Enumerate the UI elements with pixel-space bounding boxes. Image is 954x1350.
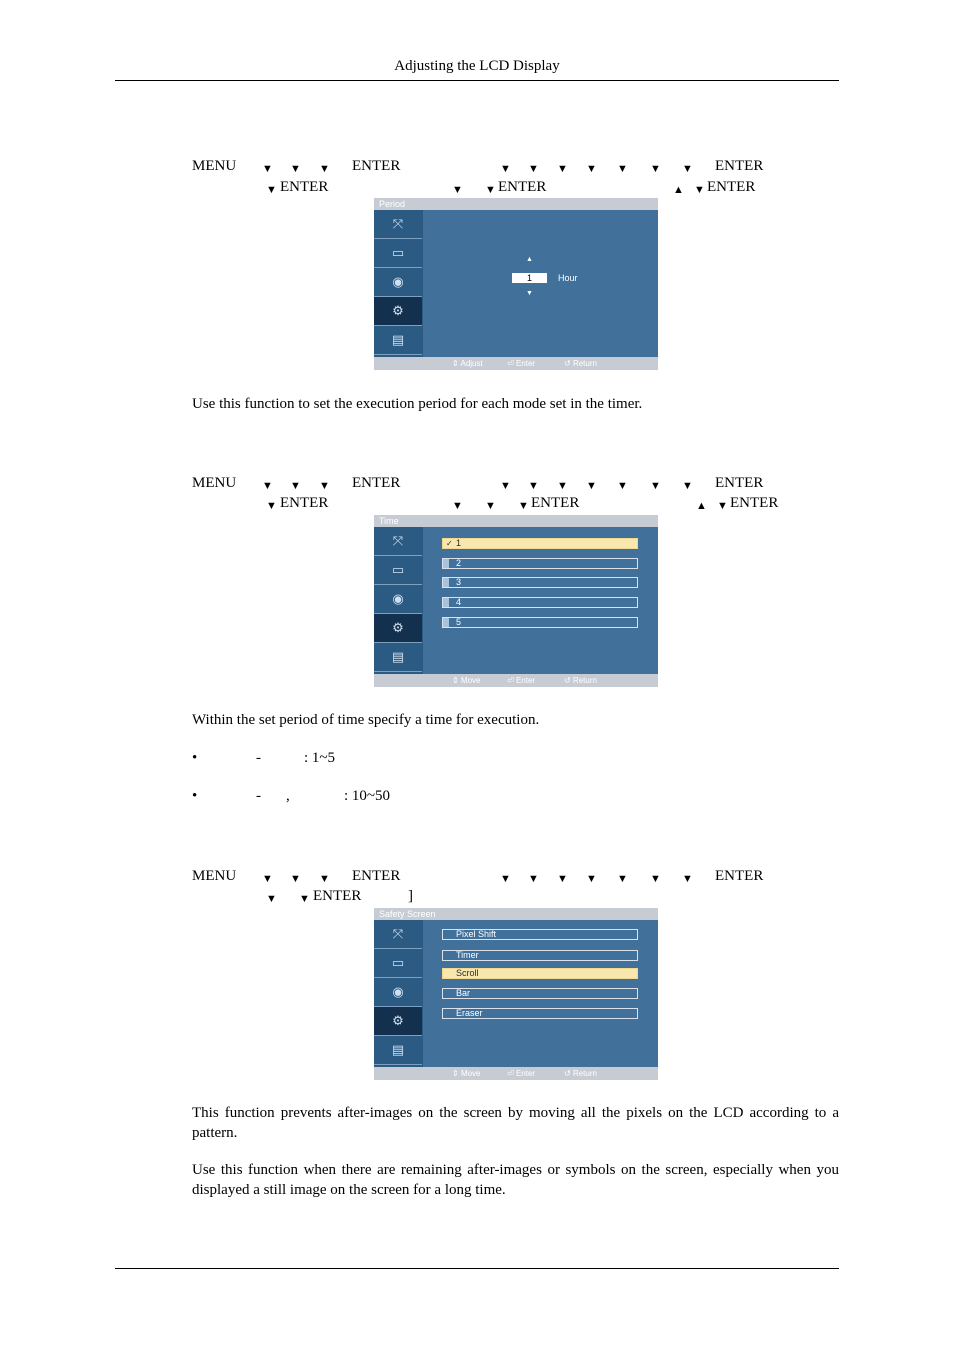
down-arrow-icon: ▼: [290, 873, 301, 885]
osd-sidebar: [374, 527, 423, 674]
safety-option-scroll: Scroll: [442, 968, 638, 979]
move-hint: ⇕ Move: [452, 1069, 481, 1078]
down-arrow-icon: ▼: [617, 873, 628, 885]
osd-sidebar: [374, 920, 423, 1067]
osd-title: Safety Screen: [379, 909, 436, 919]
period-value: 1: [512, 273, 547, 283]
time-option: ✓ 1: [442, 538, 638, 549]
down-arrow-icon: ▼: [485, 184, 496, 196]
down-arrow-icon: ▼: [586, 163, 597, 175]
adjust-hint: ⇕ Adjust: [452, 359, 483, 368]
down-arrow-icon: ▼: [485, 500, 496, 512]
up-arrow-icon: ▲: [696, 500, 707, 512]
osd-title-bar: [374, 908, 658, 920]
down-arrow-icon: ▼: [262, 163, 273, 175]
down-arrow-icon: ▼: [262, 873, 273, 885]
osd-title-bar: [374, 515, 658, 527]
sound-icon: ◉: [374, 268, 422, 297]
enter-key: ENTER: [352, 158, 401, 174]
osd-title: Period: [379, 199, 406, 209]
up-arrow-icon: ▲: [673, 184, 684, 196]
input-icon: ⤧: [374, 210, 422, 239]
down-arrow-icon: ▼: [452, 500, 463, 512]
input-icon: ⤧: [374, 920, 422, 949]
picture-icon: ▭: [374, 556, 422, 585]
down-arrow-icon: ▼: [528, 873, 539, 885]
down-arrow-icon: ▼: [319, 873, 330, 885]
down-arrow-icon: ▼: [682, 480, 693, 492]
setup-gear-icon: ⚙: [374, 1007, 422, 1036]
down-arrow-icon: ▼: [682, 873, 693, 885]
bullet-range: : 1~5: [304, 750, 336, 766]
down-arrow-icon: ▼: [650, 873, 661, 885]
enter-key: ENTER: [352, 475, 401, 491]
down-arrow-icon: ▼: [650, 163, 661, 175]
down-arrow-icon: ▼: [518, 500, 529, 512]
menu-key: MENU: [192, 868, 237, 884]
down-arrow-icon: ▼: [290, 480, 301, 492]
input-icon: ⤧: [374, 527, 422, 556]
enter-key: ENTER: [715, 868, 764, 884]
safety-option-bar: Bar: [442, 988, 638, 999]
safety-option-eraser: Eraser: [442, 1008, 638, 1019]
picture-icon: ▭: [374, 949, 422, 978]
down-arrow-icon: ▼: [452, 184, 463, 196]
down-arrow-icon: ▼: [617, 480, 628, 492]
time-option: 5: [442, 617, 638, 628]
down-arrow-icon: ▼: [557, 480, 568, 492]
bullet-comma: ,: [286, 788, 290, 804]
enter-key: ENTER: [280, 495, 329, 511]
sound-icon: ◉: [374, 978, 422, 1007]
bullet-dash: -: [256, 750, 261, 766]
enter-hint: ⏎ Enter: [507, 359, 536, 368]
down-arrow-icon: ▼: [299, 893, 310, 905]
enter-key: ENTER: [531, 495, 580, 511]
check-icon: ✓: [446, 539, 453, 548]
page-header-title: Adjusting the LCD Display: [394, 58, 560, 74]
osd-screen-safety: [374, 908, 658, 1080]
bullet-range: : 10~50: [344, 788, 391, 804]
down-arrow-icon: ▼: [319, 480, 330, 492]
multi-control-icon: ▤: [374, 1036, 422, 1065]
closing-bracket: ]: [408, 888, 413, 904]
enter-key: ENTER: [707, 179, 756, 195]
osd-screen-time: [374, 515, 658, 687]
return-hint: ↺ Return: [564, 359, 597, 368]
scroll-description-1: This function prevents after-images on the screen by moving all the pixels on the LCD according to a pattern.: [192, 1105, 839, 1141]
osd-title: Time: [379, 516, 399, 526]
multi-control-icon: ▤: [374, 643, 422, 672]
multi-control-icon: ▤: [374, 326, 422, 355]
down-arrow-icon: ▼: [557, 163, 568, 175]
down-arrow-icon: ▼: [617, 163, 628, 175]
down-arrow-icon: ▼: [290, 163, 301, 175]
bullet: •: [192, 750, 198, 766]
down-arrow-icon: ▼: [266, 184, 277, 196]
down-arrow-icon: ▼: [528, 163, 539, 175]
time-description: Within the set period of time specify a time for execution.: [192, 712, 540, 728]
down-arrow-icon: ▼: [528, 480, 539, 492]
osd-sidebar: [374, 210, 423, 357]
header-rule: [115, 80, 839, 81]
enter-hint: ⏎ Enter: [507, 676, 536, 685]
down-arrow-icon: ▼: [319, 163, 330, 175]
enter-key: ENTER: [280, 179, 329, 195]
setup-gear-icon: ⚙: [374, 297, 422, 326]
safety-option-timer: Timer: [442, 950, 638, 961]
enter-hint: ⏎ Enter: [507, 1069, 536, 1078]
down-arrow-icon: ▼: [266, 893, 277, 905]
osd-title-bar: [374, 198, 658, 210]
down-arrow-icon: ▼: [682, 163, 693, 175]
down-arrow-icon: ▼: [500, 163, 511, 175]
down-arrow-icon: ▼: [262, 480, 273, 492]
enter-key: ENTER: [352, 868, 401, 884]
down-arrow-icon: ▼: [650, 480, 661, 492]
period-description: Use this function to set the execution period for each mode set in the timer.: [192, 396, 643, 412]
down-arrow-icon: ▼: [694, 184, 705, 196]
down-arrow-icon: ▼: [557, 873, 568, 885]
time-option: 3: [442, 577, 638, 588]
time-option: 2: [442, 558, 638, 569]
enter-key: ENTER: [498, 179, 547, 195]
osd-footer: [374, 674, 658, 687]
move-hint: ⇕ Move: [452, 676, 481, 685]
enter-key: ENTER: [715, 158, 764, 174]
return-hint: ↺ Return: [564, 1069, 597, 1078]
down-arrow-icon: ▼: [586, 480, 597, 492]
footer-rule: [115, 1268, 839, 1269]
value-down-arrow-icon: ▼: [526, 290, 533, 297]
down-arrow-icon: ▼: [586, 873, 597, 885]
bullet: •: [192, 788, 198, 804]
period-unit: Hour: [558, 273, 578, 283]
down-arrow-icon: ▼: [266, 500, 277, 512]
enter-key: ENTER: [730, 495, 779, 511]
menu-key: MENU: [192, 475, 237, 491]
bullet-dash: -: [256, 788, 261, 804]
menu-key: MENU: [192, 158, 237, 174]
enter-key: ENTER: [313, 888, 362, 904]
enter-key: ENTER: [715, 475, 764, 491]
down-arrow-icon: ▼: [500, 873, 511, 885]
down-arrow-icon: ▼: [717, 500, 728, 512]
osd-footer: [374, 1067, 658, 1080]
setup-gear-icon: ⚙: [374, 614, 422, 643]
value-up-arrow-icon: ▲: [526, 256, 533, 263]
scroll-description-2: Use this function when there are remaining after-images or symbols on the screen, especially when you displayed a still image on the screen for a long time.: [192, 1162, 839, 1198]
down-arrow-icon: ▼: [500, 480, 511, 492]
time-option: 4: [442, 597, 638, 608]
safety-option-pixel-shift: Pixel Shift: [442, 929, 638, 940]
sound-icon: ◉: [374, 585, 422, 614]
osd-screen-period: [374, 198, 658, 370]
osd-footer: [374, 357, 658, 370]
return-hint: ↺ Return: [564, 676, 597, 685]
picture-icon: ▭: [374, 239, 422, 268]
